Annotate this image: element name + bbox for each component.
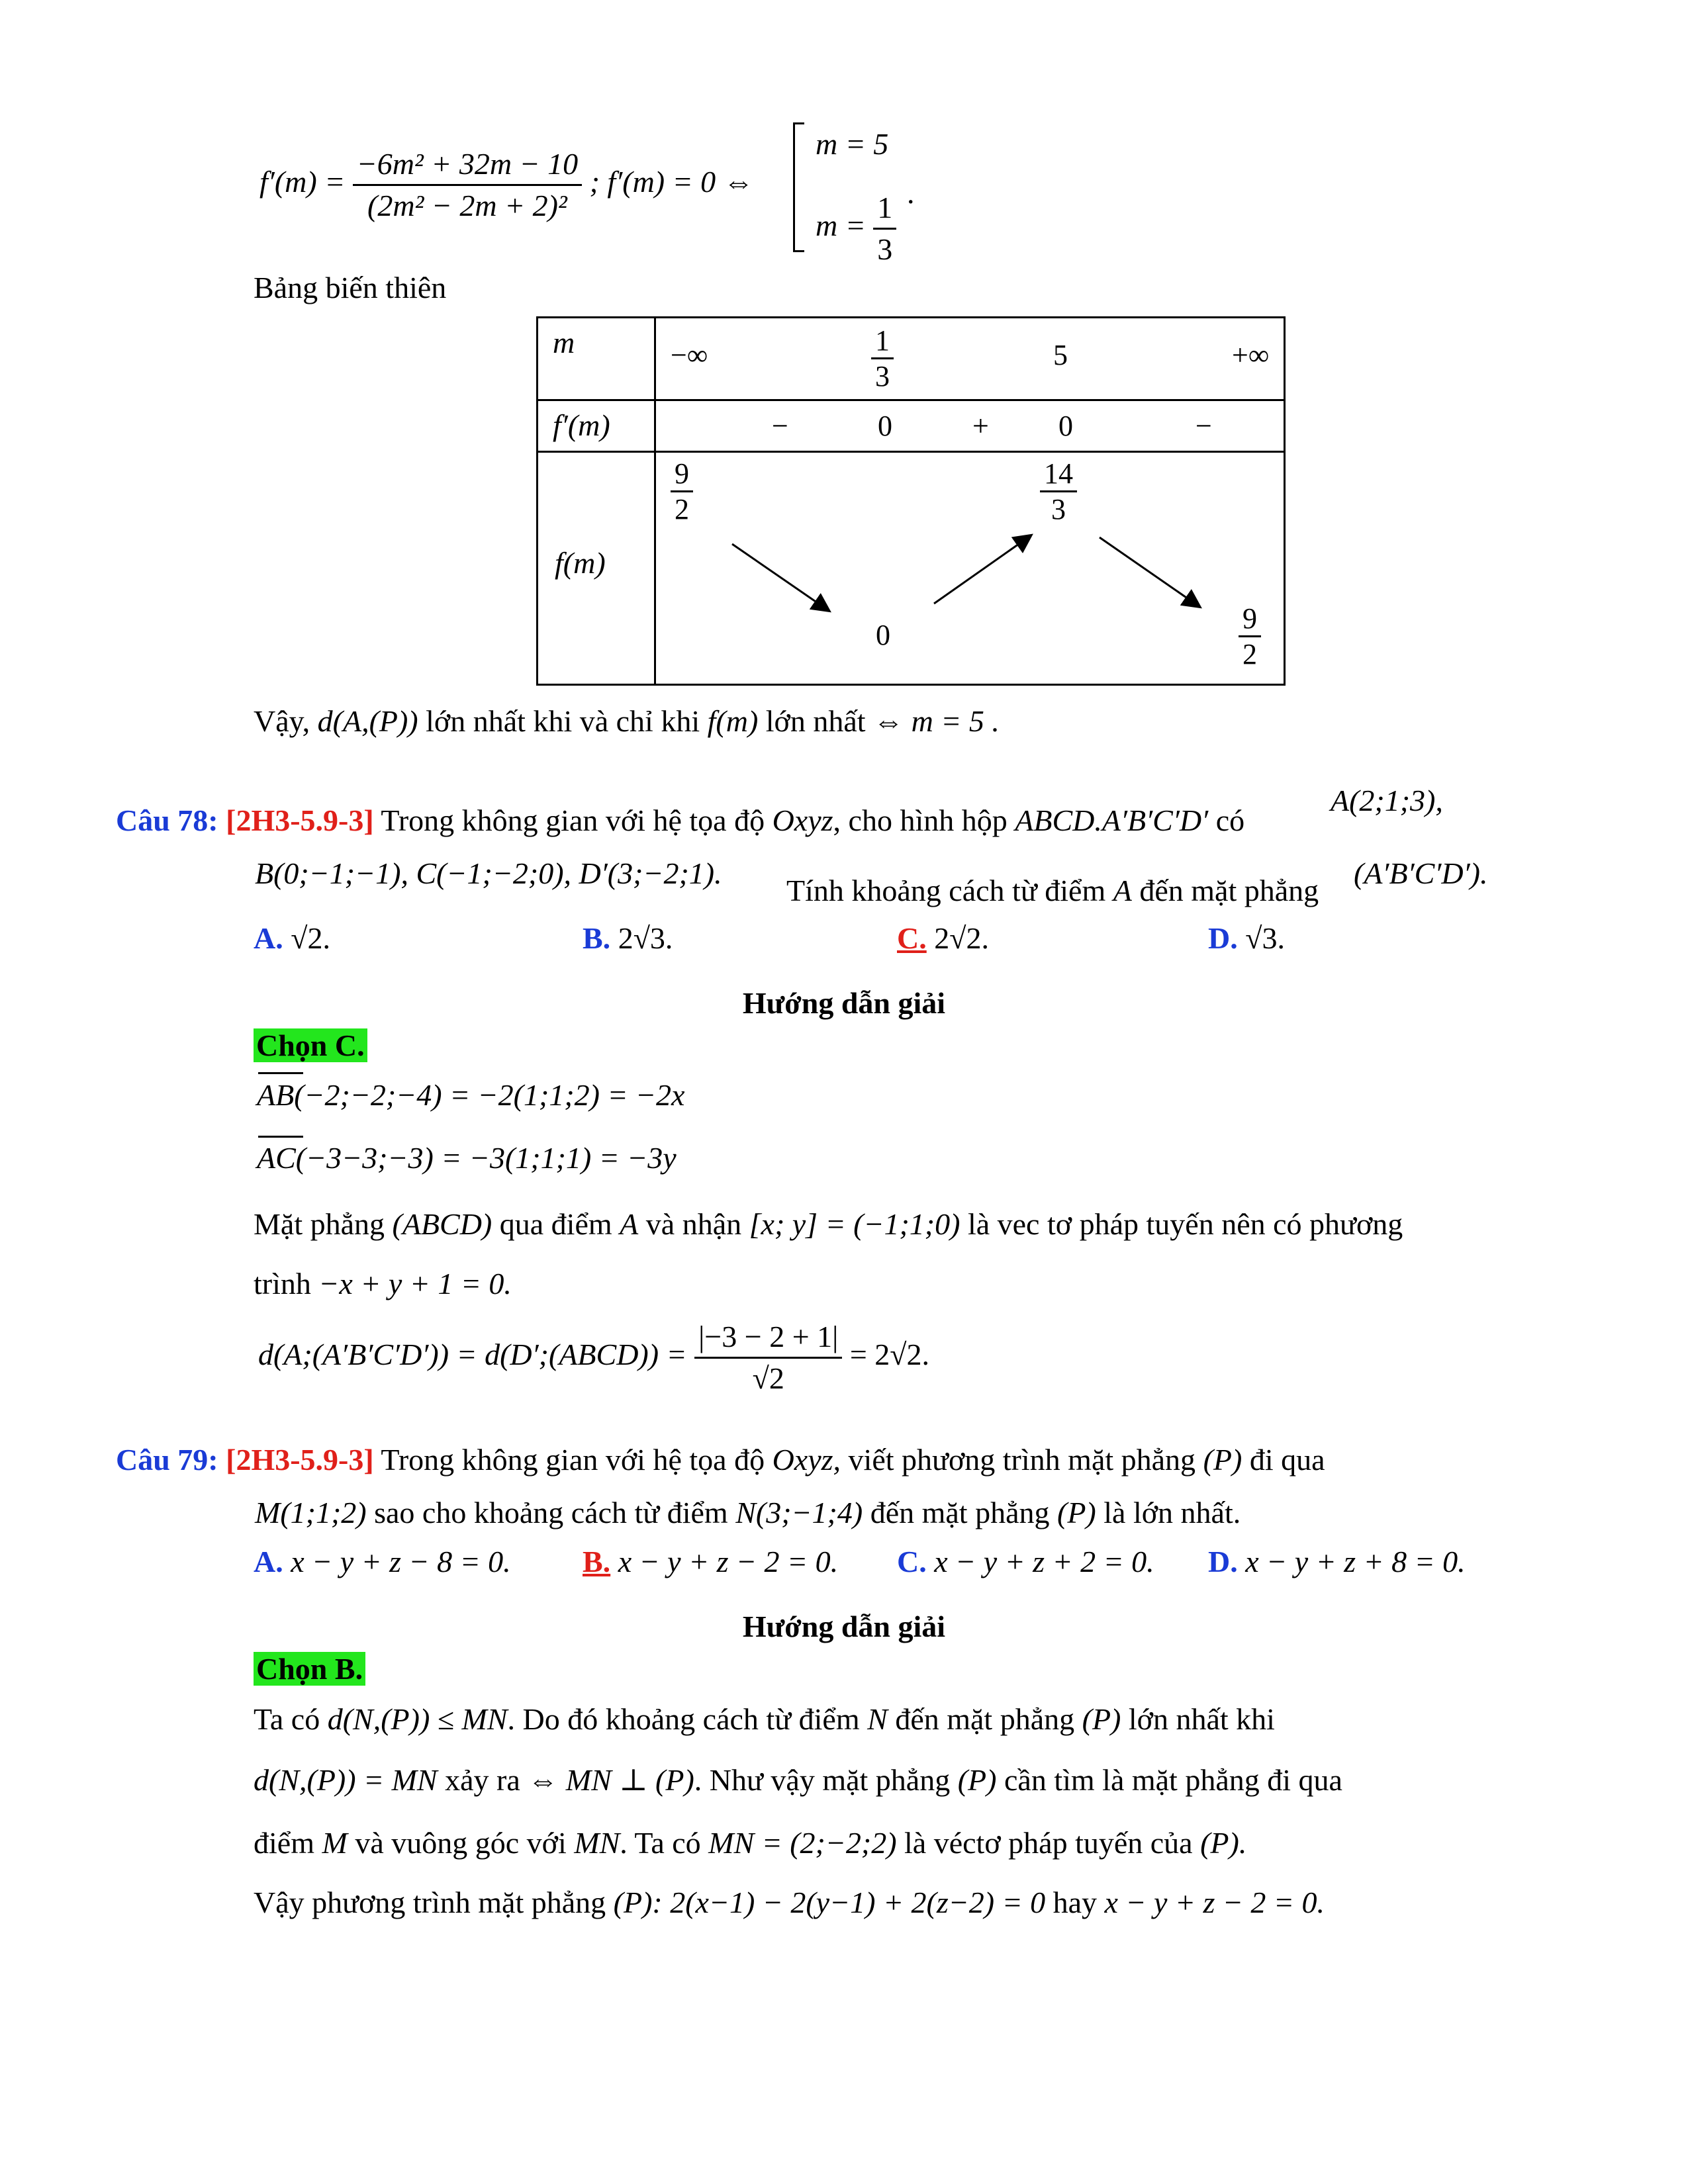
q79-option-b-letter: B. xyxy=(583,1545,611,1578)
variation-table xyxy=(536,316,1286,686)
q79-s2f: cần tìm là mặt phẳng đi qua xyxy=(1004,1763,1342,1797)
conclusion-expr-3: ⇔ m = 5 . xyxy=(873,704,1000,738)
q79-s3c: và vuông góc với xyxy=(355,1826,567,1860)
q78-option-c-letter: C. xyxy=(897,921,927,955)
q79-option-a-letter: A. xyxy=(254,1545,283,1578)
q78-plane-text-1: Mặt phẳng xyxy=(254,1207,385,1241)
sign-1: − xyxy=(772,410,788,442)
q79-s1e: đến mặt phẳng xyxy=(895,1702,1075,1736)
f-end-num: 9 xyxy=(1239,602,1261,637)
x-one-third-den: 3 xyxy=(875,360,890,392)
row-f-header xyxy=(538,452,655,685)
q78-choice xyxy=(254,1026,367,1066)
q79-line-1 xyxy=(116,1440,1325,1480)
q78-stem-2: , cho hình hộp xyxy=(833,803,1008,837)
q79-tag: [2H3-5.9-3] xyxy=(226,1443,374,1477)
q78-label: Câu 78: xyxy=(116,803,218,837)
arrow-decrease-2 xyxy=(1100,537,1199,606)
q78-vector-ac-bar xyxy=(258,1136,303,1138)
q79-sol-line-2 xyxy=(254,1760,1342,1800)
q79-choice xyxy=(254,1649,365,1689)
q78-dist-den: √2 xyxy=(752,1361,784,1395)
f-start-num: 9 xyxy=(671,457,693,492)
q79-guide-title: Hướng dẫn giải xyxy=(742,1610,946,1643)
derivative-fraction xyxy=(353,144,582,226)
root-2-den: 3 xyxy=(877,232,893,266)
q78-line-ab: AB(−2;−2;−4) = −2(1;1;2) = −2x xyxy=(257,1078,685,1112)
q78-distance xyxy=(258,1317,929,1398)
q78-box: ABCD.A′B′C′D′ xyxy=(1015,803,1209,837)
sign-5: − xyxy=(1196,410,1212,442)
variation-arrows xyxy=(656,453,1288,681)
q78-ask-text: Tính khoảng cách từ điểm xyxy=(786,874,1106,907)
q78-oxyz: Oxyz xyxy=(772,803,833,837)
q78-option-a-letter: A. xyxy=(254,921,283,955)
q78-dist-num: |−3 − 2 + 1| xyxy=(694,1317,842,1359)
q78-ask-a: A xyxy=(1113,874,1132,907)
q79-s3h: (P). xyxy=(1200,1826,1247,1860)
q79-stem-3: đi qua xyxy=(1249,1443,1325,1477)
row-m-values xyxy=(655,318,1285,400)
q78-guide-title: Hướng dẫn giải xyxy=(742,986,946,1020)
q79-option-d-letter: D. xyxy=(1208,1545,1238,1578)
row-fprime-header xyxy=(538,400,655,452)
q78-option-c[interactable] xyxy=(897,919,989,958)
row-m-header xyxy=(538,318,655,400)
q79-s1c: . Do đó khoảng cách từ điểm xyxy=(507,1702,860,1736)
q78-normal: [x; y] = (−1;1;0) xyxy=(749,1207,961,1241)
q79-s2c: ⇔ MN ⊥ (P) xyxy=(528,1763,694,1797)
q78-ask-text-2: đến mặt phẳng xyxy=(1139,874,1319,907)
q79-label: Câu 79: xyxy=(116,1443,218,1477)
q79-s3a: điểm xyxy=(254,1826,314,1860)
q79-s4b: (P): 2(x−1) − 2(y−1) + 2(z−2) = 0 xyxy=(613,1886,1046,1919)
q78-option-d-value: √3. xyxy=(1245,921,1285,955)
q79-p-1: (P) xyxy=(1203,1443,1243,1477)
q79-point-m: M(1;1;2) xyxy=(255,1496,367,1529)
q78-vector-ab-bar xyxy=(258,1072,303,1074)
conclusion-expr-2: f(m) xyxy=(707,704,759,738)
q78-eq-text: trình xyxy=(254,1267,311,1300)
q79-line-2 xyxy=(255,1493,1241,1533)
q79-option-c[interactable] xyxy=(897,1542,1154,1582)
f-max-num: 14 xyxy=(1040,457,1077,492)
roots-bracket xyxy=(793,122,804,252)
conclusion-text-2: lớn nhất khi và chỉ khi xyxy=(426,704,700,738)
q79-s2a: d(N,(P)) = MN xyxy=(254,1763,438,1797)
q79-s3e: . Ta có xyxy=(620,1826,701,1860)
q78-plane-a: A xyxy=(620,1207,639,1241)
q78-dist-rhs: = 2√2. xyxy=(849,1338,930,1372)
x-five: 5 xyxy=(1053,339,1068,371)
q78-eq-line xyxy=(254,1264,512,1304)
row-m-label: m xyxy=(553,326,575,359)
q79-option-d[interactable] xyxy=(1208,1542,1466,1582)
arrow-decrease-1 xyxy=(732,544,828,610)
q79-p-2: (P) xyxy=(1057,1496,1096,1529)
q78-option-a-value: √2. xyxy=(291,921,330,955)
q79-oxyz: Oxyz, xyxy=(772,1443,841,1477)
conclusion-text-3: lớn nhất xyxy=(765,704,866,738)
q79-stem-4: sao cho khoảng cách từ điểm xyxy=(374,1496,728,1529)
row-f-label: f(m) xyxy=(555,546,606,580)
q79-option-c-value: x − y + z + 2 = 0. xyxy=(934,1545,1154,1578)
arrow-increase xyxy=(934,536,1030,604)
f-end-den: 2 xyxy=(1243,638,1257,670)
q78-ask xyxy=(786,871,1319,911)
conclusion-expr-1: d(A,(P)) xyxy=(317,704,418,738)
root-2 xyxy=(816,188,896,269)
q79-sol-line-1 xyxy=(254,1700,1275,1739)
root-2-lhs: m = xyxy=(816,208,866,243)
q78-stem-1: Trong không gian với hệ tọa độ xyxy=(381,803,765,837)
row-f-values xyxy=(655,452,1285,685)
q79-s3f: MN = (2;−2;2) xyxy=(708,1826,897,1860)
q78-plane-text-3: và nhận xyxy=(645,1207,742,1241)
derivative-lhs: f′(m) = xyxy=(259,165,346,199)
x-neg-inf: −∞ xyxy=(671,339,708,371)
q78-co: có xyxy=(1215,803,1245,837)
q79-s3g: là véctơ pháp tuyến của xyxy=(904,1826,1193,1860)
q78-plane-line xyxy=(254,1205,1403,1244)
q78-point-b: B(0;−1;−1), xyxy=(255,856,408,890)
sign-2: 0 xyxy=(878,410,892,442)
q79-s4c: hay xyxy=(1053,1886,1098,1919)
q79-choice-label: Chọn B. xyxy=(254,1652,365,1686)
q79-s2b: xảy ra xyxy=(445,1763,520,1797)
q79-stem-6: là lớn nhất. xyxy=(1103,1496,1241,1529)
q79-stem-1: Trong không gian với hệ tọa độ xyxy=(381,1443,765,1477)
root-2-fraction xyxy=(873,188,896,269)
conclusion-text-1: Vậy, xyxy=(254,704,310,738)
q79-s3b: M xyxy=(322,1826,348,1860)
q78-line-2 xyxy=(255,854,722,893)
q79-s4d: x − y + z − 2 = 0. xyxy=(1104,1886,1325,1919)
f-start-den: 2 xyxy=(675,493,689,525)
q78-plane-abcd: (ABCD) xyxy=(392,1207,492,1241)
q79-option-c-letter: C. xyxy=(897,1545,927,1578)
x-one-third-num: 1 xyxy=(871,324,894,359)
root-2-num: 1 xyxy=(873,188,896,230)
q79-s1b: d(N,(P)) ≤ MN xyxy=(327,1702,508,1736)
root-end-dot: . xyxy=(907,176,915,210)
q79-s3d: MN xyxy=(574,1826,620,1860)
sign-3: + xyxy=(972,410,989,442)
table-title: Bảng biến thiên xyxy=(254,271,447,304)
root-1: m = 5 xyxy=(816,127,889,161)
q78-option-b-value: 2√3. xyxy=(618,921,673,955)
derivative-formula xyxy=(259,144,754,226)
q79-option-a[interactable] xyxy=(254,1542,511,1582)
q79-s1f: (P) xyxy=(1082,1702,1121,1736)
q78-choice-label: Chọn C. xyxy=(254,1028,367,1062)
q79-s1d: N xyxy=(867,1702,888,1736)
q78-tag: [2H3-5.9-3] xyxy=(226,803,374,837)
q78-option-d-letter: D. xyxy=(1208,921,1238,955)
q78-option-d[interactable] xyxy=(1208,919,1285,958)
q78-option-a[interactable] xyxy=(254,919,330,958)
q78-plane-text-4: là vec tơ pháp tuyến nên có phương xyxy=(967,1207,1403,1241)
q78-option-b-letter: B. xyxy=(583,921,611,955)
f-min: 0 xyxy=(876,619,890,651)
q78-option-b[interactable] xyxy=(583,919,673,958)
q79-s2d: . Như vậy mặt phẳng xyxy=(694,1763,951,1797)
q78-point-a: A(2;1;3), xyxy=(1331,784,1443,817)
conclusion-line xyxy=(254,702,1000,741)
q78-option-c-value: 2√2. xyxy=(934,921,989,955)
derivative-equation: ; f′(m) = 0 ⇔ xyxy=(589,165,754,199)
row-fprime-values xyxy=(655,400,1285,452)
x-one-third xyxy=(871,324,894,393)
derivative-denominator: (2m² − 2m + 2)² xyxy=(367,189,567,222)
q79-option-d-value: x − y + z + 8 = 0. xyxy=(1245,1545,1466,1578)
x-pos-inf: +∞ xyxy=(1232,339,1270,371)
q78-point-c: C(−1;−2;0), xyxy=(416,856,572,890)
q79-s1a: Ta có xyxy=(254,1702,320,1736)
q79-sol-line-3 xyxy=(254,1823,1246,1863)
q78-plane: (A′B′C′D′). xyxy=(1354,856,1488,890)
q79-option-a-value: x − y + z − 8 = 0. xyxy=(291,1545,511,1578)
row-fprime-label: f′(m) xyxy=(553,408,610,442)
q79-sol-line-4 xyxy=(254,1883,1325,1923)
q78-line-ac: AC(−3−3;−3) = −3(1;1;1) = −3y xyxy=(257,1141,677,1175)
q78-dist-lhs: d(A;(A′B′C′D′)) = d(D′;(ABCD)) = xyxy=(258,1338,687,1372)
q79-s1g: lớn nhất khi xyxy=(1128,1702,1275,1736)
q78-plane-text-2: qua điểm xyxy=(499,1207,612,1241)
q79-option-b[interactable] xyxy=(583,1542,838,1582)
derivative-numerator: −6m² + 32m − 10 xyxy=(353,144,582,186)
q79-point-n: N(3;−1;4) xyxy=(735,1496,863,1529)
q78-line-1 xyxy=(116,801,1244,841)
q79-s4a: Vậy phương trình mặt phẳng xyxy=(254,1886,606,1919)
sign-4: 0 xyxy=(1058,410,1073,442)
q79-option-b-value: x − y + z − 2 = 0. xyxy=(618,1545,839,1578)
q78-eq: −x + y + 1 = 0. xyxy=(318,1267,512,1300)
q79-stem-2: viết phương trình mặt phẳng xyxy=(848,1443,1196,1477)
q78-dist-fraction xyxy=(694,1317,842,1398)
q79-stem-5: đến mặt phẳng xyxy=(870,1496,1050,1529)
f-max-den: 3 xyxy=(1051,493,1066,525)
q78-point-d: D′(3;−2;1). xyxy=(579,856,722,890)
q79-s2e: (P) xyxy=(957,1763,997,1797)
